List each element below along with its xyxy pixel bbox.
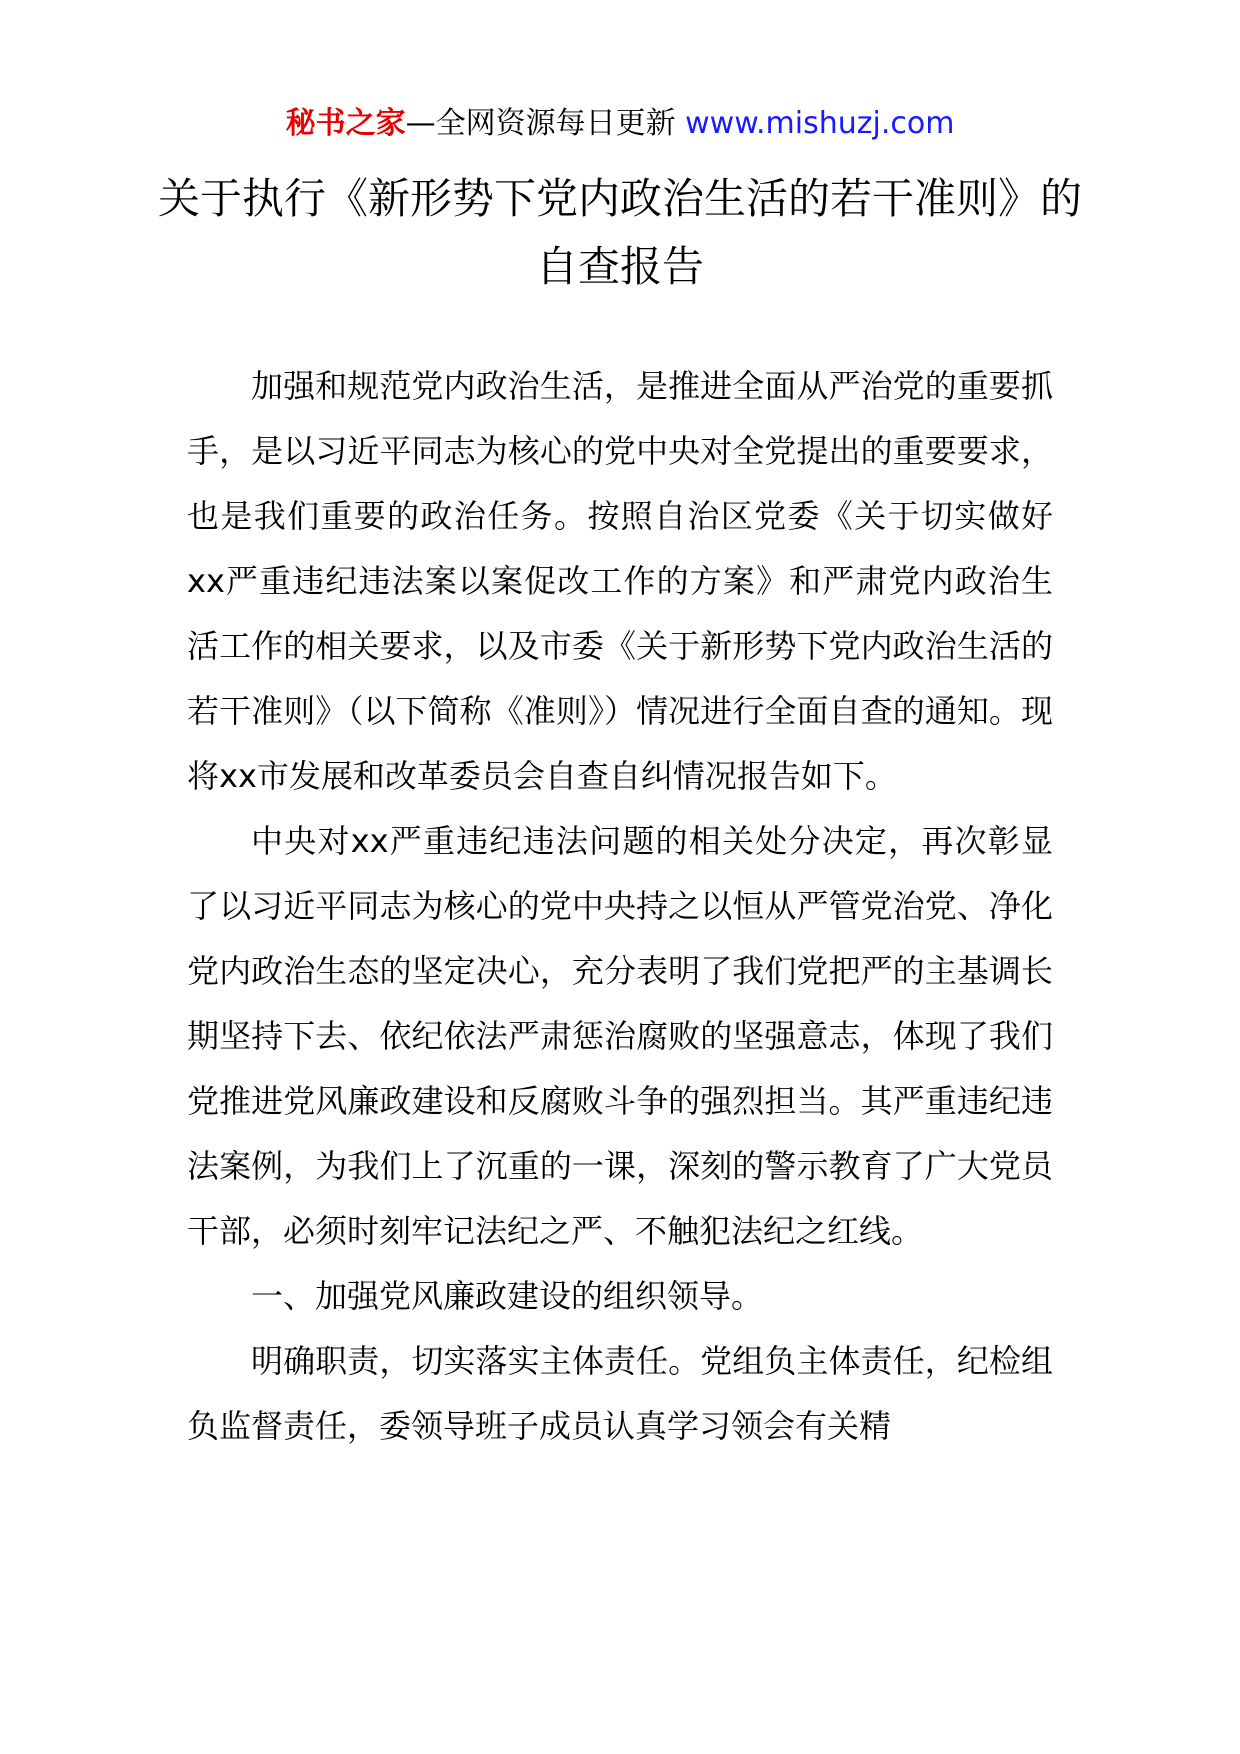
site-brand: 秘书之家 xyxy=(285,106,406,141)
paragraph-background: 中央对xx严重违纪违法问题的相关处分决定，再次彰显了以习近平同志为核心的党中央持之以恒从严管党治党、净化党内政治生态的坚定决心，充分表明了我们党把严的主基调长期坚持下去、依纪依法严肃惩治腐败的坚强意志，体现了我们党推进党风廉政建设和反腐败斗争的强烈担当。其严重违纪违法案例，为我们上了沉重的一课，深刻的警示教育了广大党员干部，必须时刻牢记法纪之严、不触犯法纪之红线。 xyxy=(187,822,1053,1250)
site-tagline: —全网资源每日更新 xyxy=(405,106,676,141)
section-heading-1: 一、加强党风廉政建设的组织领导。 xyxy=(251,1277,764,1315)
paragraph-responsibility: 明确职责，切实落实主体责任。党组负主体责任，纪检组负监督责任，委领导班子成员认真学习领会有关精 xyxy=(187,1342,1053,1445)
site-header xyxy=(0,104,1240,144)
site-url-link[interactable]: www.mishuzj.com xyxy=(685,106,955,141)
paragraph-intro: 加强和规范党内政治生活，是推进全面从严治党的重要抓手，是以习近平同志为核心的党中央对全党提出的重要要求，也是我们重要的政治任务。按照自治区党委《关于切实做好xx严重违纪违法案以案促改工作的方案》和严肃党内政治生活工作的相关要求，以及市委《关于新形势下党内政治生活的若干准则》（以下简称《准则》）情况进行全面自查的通知。现将xx市发展和改革委员会自查自纠情况报告如下。 xyxy=(187,367,1053,795)
document-body xyxy=(187,354,1053,1459)
document-title: 关于执行《新形势下党内政治生活的若干准则》的自查报告 xyxy=(157,174,1082,291)
